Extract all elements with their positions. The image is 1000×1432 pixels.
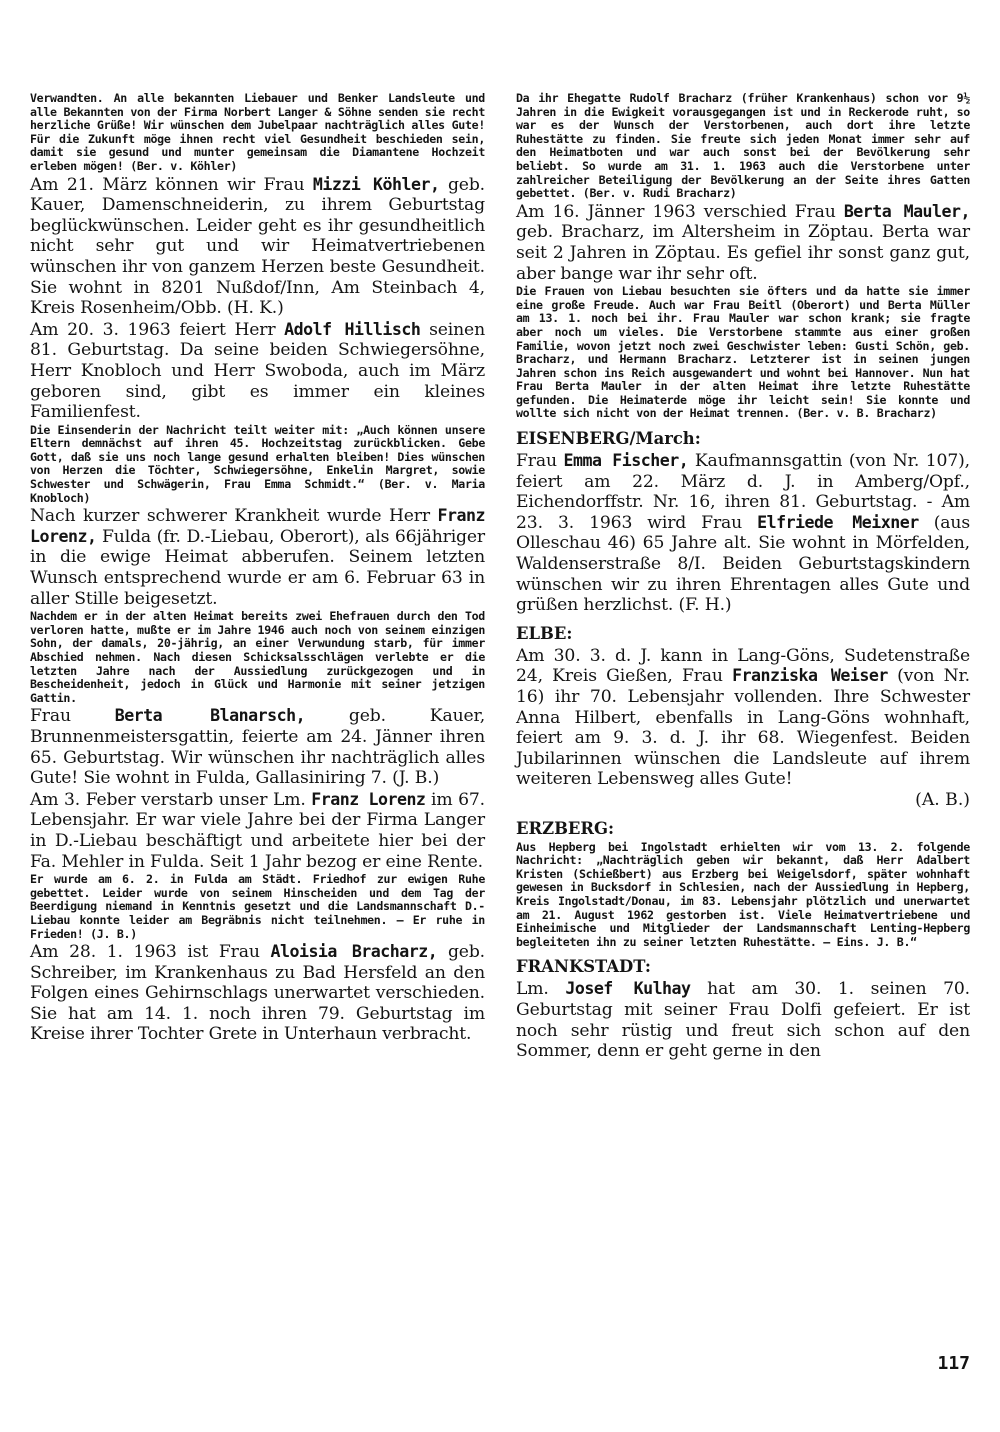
article-paragraph: Die Frauen von Liebau besuchten sie öfters und da hatte sie immer eine große Freude. Auch war Frau Beitl (Oberort) und Berta Müller am 13. 1. noch bei ihr. Frau Mauler war schon krank; sie fragte aber noch um vieles. Die Verstorbene stammte aus einer großen Familie, wovon jetzt noch zwei Geschwister leben: Gusti Schön, geb. Bracharz, und Hermann Bracharz. Letzterer ist in seinen jungen Jahren schon ins Reich ausgewandert und wohnt bei Hannover. Nun hat Frau Berta Mauler in der alten Heimat ihre letzte Ruhestätte gefunden. Die Heimaterde möge ihr leicht sein! Sie konnte und wollte sich nicht von der Heimat trennen. (Ber. v. B. Bracharz) <box>516 284 970 421</box>
article-paragraph: Nachdem er in der alten Heimat bereits zwei Ehefrauen durch den Tod verloren hatte, mußte er im Jahre 1946 auch noch von seinem einzigen Sohn, der damals, 20-jährig, an einer Verwundung starb, für immer Abschied nehmen. Nach diesen Schicksalsschlägen verlebte er die letzten Jahre nach der Aussiedlung zurückgezogen und in Bescheidenheit, jedoch in Glück und Harmonie mit seiner jetzigen Gattin. <box>30 609 485 705</box>
article-paragraph <box>30 790 485 872</box>
text-run: Lm. <box>516 979 566 1000</box>
person-name: Franz Lorenz <box>311 789 426 809</box>
article-paragraph <box>30 942 485 1045</box>
person-name: Berta Mauler, <box>843 201 971 221</box>
section-heading: ELBE: <box>516 623 573 643</box>
person-name: Josef Kulhay <box>565 979 691 999</box>
text-run: im 67. Lebensjahr. Er war viele Jahre bei der Firma Langer in D.-Liebau beschäftigt und arbeitete hier bei der Fa. Mehler in Fulda. Seit 1 Jahr bezog er eine Rente. <box>30 789 485 872</box>
article-paragraph <box>30 175 485 319</box>
article-paragraph: Die Einsenderin der Nachricht teilt weiter mit: „Auch können unsere Eltern demnächst auf ihren 45. Hochzeitstag zurückblicken. Gebe Gott, daß sie uns noch lange gesund erhalten bleiben! Dies wünschen von Herzen die Töchter, Schwiegersöhne, Enkelin Margret, sowie Schwester und Schwägerin, Frau Emma Schmidt.“ (Ber. v. Maria Knobloch) <box>30 422 485 505</box>
text-run: geb. Kauer, Brunnenmeistersgattin, feierte am 24. Jänner ihren 65. Geburtstag. Wir wünschen ihr nachträglich alles Gute! Sie wohnt in Fulda, Gallasiniring 7. (J. B.) <box>30 706 486 789</box>
person-name: Berta Blanarsch, <box>114 706 306 726</box>
person-name: Mizzi Köhler, <box>312 174 440 194</box>
person-name: Elfriede Meixner <box>757 512 919 532</box>
text-run: Fulda (fr. D.-Liebau, Oberort), als 66jähriger in die ewige Heimat abberufen. Seinem letzten Wunsch entsprechend wurde er am 6. Februar 63 in aller Stille beigesetzt. <box>30 526 485 609</box>
page-number: 117 <box>937 1353 970 1374</box>
article-paragraph <box>516 646 970 790</box>
article-paragraph: Verwandten. An alle bekannten Liebauer und Benker Landsleute und alle Bekannten von der Firma Norbert Langer & Söhne senden sie recht herzliche Grüße! Wir wünschen dem Jubelpaar nachträglich alles Gute! Für die Zukunft möge ihnen recht viel Gesundheit beschieden sein, damit sie gesund und munter gemeinsam die Diamantene Hochzeit erleben mögen! (Ber. v. Köhler) <box>30 91 485 173</box>
section-heading: FRANKSTADT: <box>516 957 651 977</box>
section-heading: ERZBERG: <box>516 818 615 838</box>
person-name: Franz Lorenz, <box>30 506 485 546</box>
article-paragraph <box>30 320 485 423</box>
text-run: Kaufmannsgattin (von Nr. 107), feiert am 22. März d. J. in Amberg/Opf., Eichendorffstr. Nr. 16, ihren 81. Geburtstag. - Am 23. 3. 1963 wird Frau <box>516 451 970 533</box>
text-run: seinen 81. Geburtstag. Da seine beiden Schwiegersöhne, Herr Knobloch und Herr Swoboda, auch im März geboren sind, gibt es immer ein kleines Familienfest. <box>30 319 485 423</box>
article-paragraph <box>516 979 970 1061</box>
person-name: Adolf Hillisch <box>284 319 421 339</box>
article-paragraph: Er wurde am 6. 2. in Fulda am Städt. Friedhof zur ewigen Ruhe gebettet. Leider wurde von seinem Hinscheiden und dem Tag der Beerdigung niemand in Kenntnis gesetzt und die Landsmannschaft D.-Liebau konnte leider am Begräbnis nicht teilnehmen. — Er ruhe in Frieden! (J. B.) <box>30 872 485 941</box>
right-column <box>516 92 970 1062</box>
person-name: Aloisia Bracharz, <box>270 942 438 962</box>
text-run: Am 20. 3. 1963 feiert Herr <box>30 319 285 340</box>
text-run: hat am 30. 1. seinen 70. Geburtstag mit seiner Frau Dolfi gefeiert. Er ist noch sehr rüstig und freut sich schon auf den Sommer, denn er geht gerne in den <box>516 979 970 1062</box>
article-paragraph <box>30 706 485 788</box>
text-run: Nach kurzer schwerer Krankheit wurde Herr <box>30 506 438 527</box>
person-name: Franziska Weiser <box>732 666 888 686</box>
person-name: Emma Fischer, <box>563 451 689 471</box>
text-run: Frau <box>30 706 115 727</box>
text-run: Am 16. Jänner 1963 verschied Frau <box>516 201 844 222</box>
text-run: geb. Kauer, Damenschneiderin, zu ihrem Geburtstag beglückwünschen. Leider geht es ihr gesundheitlich nicht sehr gut und wir Heimatvertriebenen wünschen ihr von ganzem Herzen beste Gesundheit. Sie wohnt in 8201 Nußdof/Inn, Am Steinbach 4, Kreis Rosenheim/Obb. (H. K.) <box>30 174 485 319</box>
text-run: Am 21. März können wir Frau <box>30 174 313 195</box>
text-run: Am 3. Feber verstarb unser Lm. <box>30 789 312 810</box>
text-run: (von Nr. 16) ihr 70. Lebensjahr vollenden. Ihre Schwester Anna Hilbert, ebenfalls in Lang-Göns wohnhaft, feiert am 9. 3. d. J. ihr 68. Wiegenfest. Beiden Jubilarinnen wünschen die Landsleute auf ihrem weiteren Lebensweg alles Gute! <box>516 666 970 790</box>
person-name: Adalbert Kristen <box>516 853 970 881</box>
text-run: (aus Olleschau 46) 65 Jahre alt. Sie wohnt in Mörfelden, Waldenserstraße 8/I. Beiden Geburtstagskindern wünschen wir zu ihren Ehrentagen alles Gute und grüßen herzlichst. (F. H.) <box>516 512 970 616</box>
left-column <box>30 92 485 1046</box>
text-run: Frau <box>516 451 564 472</box>
article-paragraph <box>516 202 970 284</box>
article-paragraph <box>30 506 485 609</box>
text-run: geb. Schreiber, im Krankenhaus zu Bad Hersfeld an den Folgen eines Gehirnschlags unerwartet verschieden. Sie hat am 14. 1. noch ihren 79. Geburtstag im Kreise ihrer Tochter Grete in Unterhaun verbracht. <box>30 942 485 1045</box>
text-run: Am 30. 3. d. J. kann in Lang-Göns, Sudetenstraße 24, Kreis Gießen, Frau <box>516 645 970 687</box>
author-signature: (A. B.) <box>915 789 970 810</box>
text-run: (Schießbert) aus Erzberg bei Weigelsdorf, später wohnhaft gewesen in Bucksdorf in Schlesien, nach der Aussiedlung in Hepberg, Kreis Ingolstadt/Donau, im 83. Lebensjahr plötzlich und unerwartet am 21. August 1962 gestorben ist. Viele Heimatvertriebene und Einheimische und Mitglieder der Landsmannschaft Lenting-Hepberg begleiteten ihn zu seiner letzten Ruhestätte. — Eins. J. B.“ <box>516 866 970 949</box>
article-paragraph <box>516 841 970 950</box>
text-run: geb. Bracharz, im Altersheim in Zöptau. Berta war seit 2 Jahren in Zöptau. Es gefiel ihr sonst ganz gut, aber bange war ihr sehr oft. <box>516 222 970 284</box>
article-paragraph <box>516 451 970 616</box>
text-run: Aus Hepberg bei Ingolstadt erhielten wir vom 13. 2. folgende Nachricht: „Nachträglich geben wir bekannt, daß Herr <box>516 839 970 868</box>
article-paragraph: Da ihr Ehegatte Rudolf Bracharz (früher Krankenhaus) schon vor 9½ Jahren in die Ewigkeit vorausgegangen ist und in Reckerode ruht, so war es der Wunsch der Verstorbenen, auch dort ihre letzte Ruhestätte zu finden. Sie freute sich jeden Monat immer sehr auf den Heimatboten und war auch sonst bei der Bevölkerung sehr beliebt. So wurde am 31. 1. 1963 auch die Verstorbene unter zahlreicher Beteiligung der Bevölkerung an der Seite ihres Gatten gebettet. (Ber. v. Rudi Bracharz) <box>516 91 970 201</box>
section-heading: EISENBERG/March: <box>516 429 701 449</box>
text-run: Am 28. 1. 1963 ist Frau <box>30 942 271 963</box>
